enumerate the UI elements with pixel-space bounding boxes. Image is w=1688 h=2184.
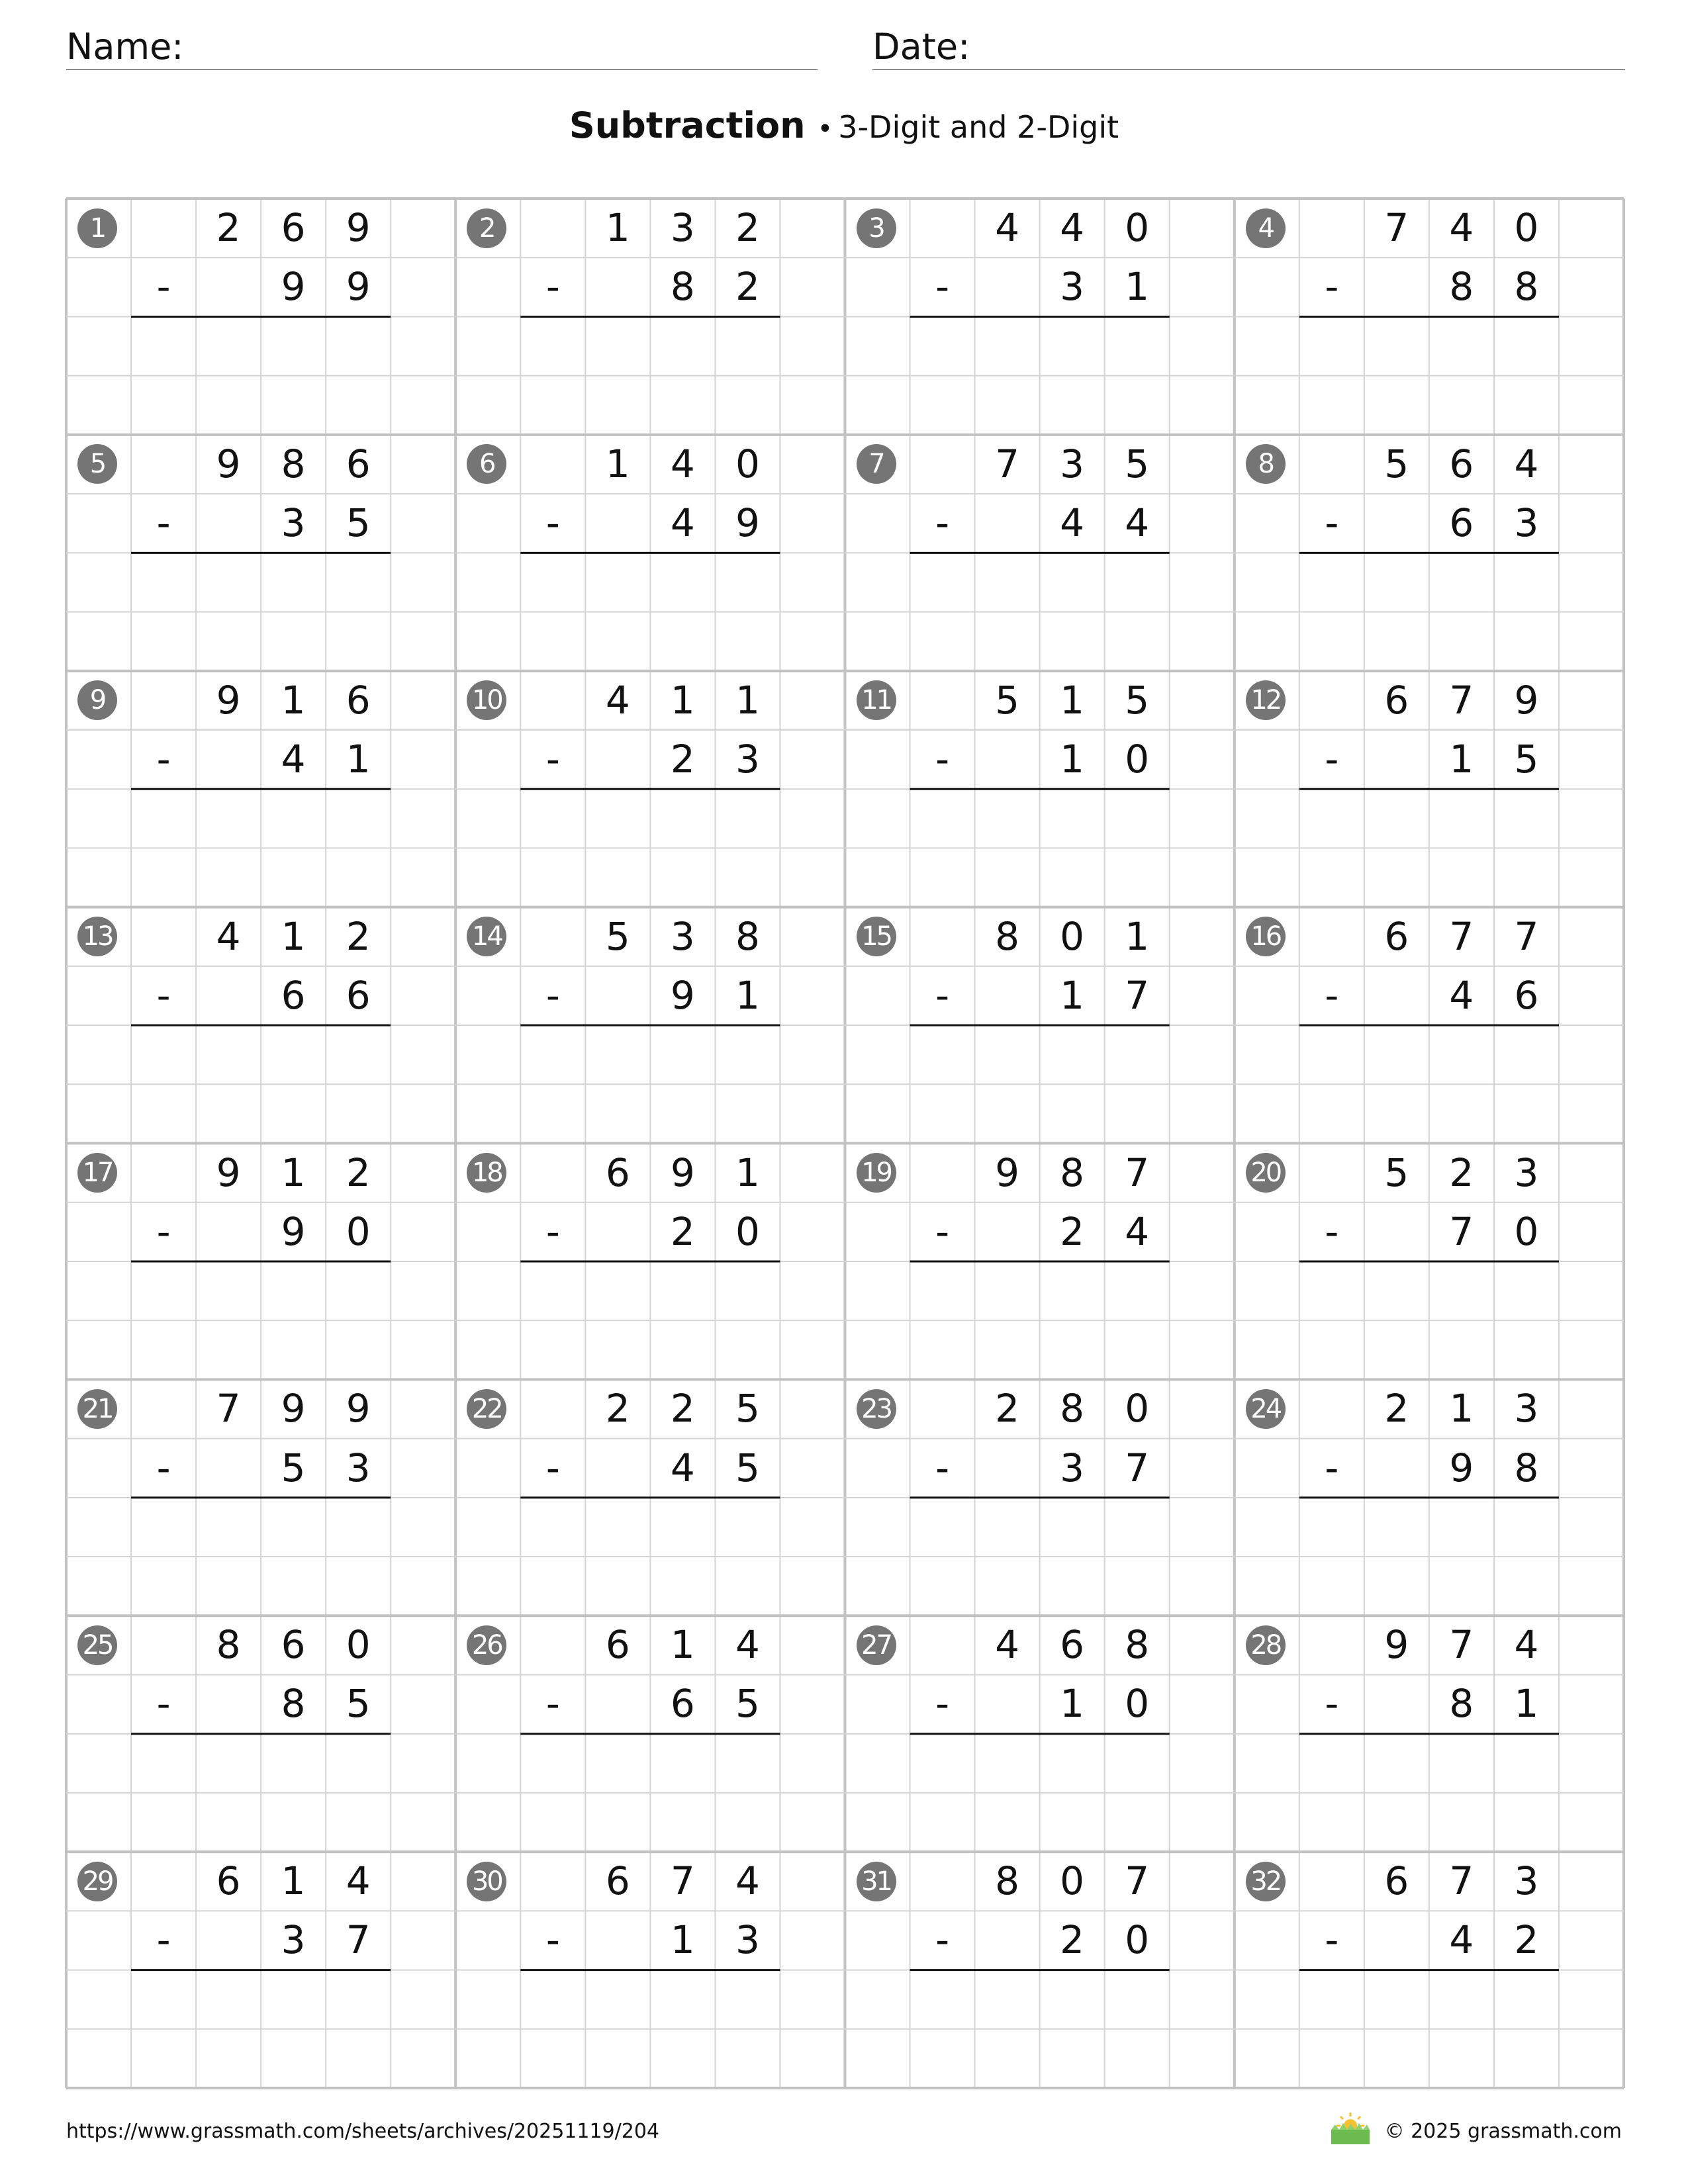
subtrahend-digit: 1: [1060, 972, 1085, 1018]
minuend-digit: 1: [281, 1858, 306, 1904]
minus-sign: -: [156, 1681, 171, 1727]
minus-sign: -: [545, 1681, 560, 1727]
minuend-digit: 7: [1384, 205, 1409, 250]
minuend-digit: 2: [216, 205, 241, 250]
subtrahend-digit: 0: [1514, 1208, 1539, 1254]
minuend-digit: 4: [1514, 441, 1539, 486]
minuend-digit: 7: [995, 441, 1020, 486]
subtrahend-digit: 3: [1514, 500, 1539, 546]
minuend-digit: 9: [281, 1386, 306, 1432]
problem-number-badge: 29: [77, 1862, 117, 1901]
minus-sign: -: [1325, 972, 1339, 1018]
problem-number-badge: 12: [1246, 680, 1286, 720]
problem-number-badge: 30: [467, 1862, 506, 1901]
subtrahend-digit: 1: [346, 736, 371, 782]
problem-number-badge: 21: [77, 1389, 117, 1429]
subtrahend-digit: 3: [735, 1917, 760, 1963]
minuend-digit: 7: [1449, 677, 1474, 723]
minuend-digit: 7: [1125, 1150, 1150, 1195]
minus-sign: -: [1325, 736, 1339, 782]
minus-sign: -: [156, 736, 171, 782]
subtrahend-digit: 4: [1449, 1917, 1474, 1963]
subtrahend-digit: 4: [281, 736, 306, 782]
subtrahend-digit: 0: [1125, 736, 1150, 782]
minuend-digit: 6: [605, 1858, 630, 1904]
minuend-digit: 0: [735, 441, 760, 486]
subtrahend-digit: 9: [281, 1208, 306, 1254]
subtrahend-digit: 3: [281, 1917, 306, 1963]
subtrahend-digit: 9: [1449, 1445, 1474, 1490]
subtrahend-digit: 3: [1060, 264, 1085, 310]
subtrahend-digit: 1: [670, 1917, 695, 1963]
problem-number-badge: 28: [1246, 1625, 1286, 1665]
minus-sign: -: [545, 1917, 560, 1963]
minuend-digit: 3: [670, 913, 695, 959]
minuend-digit: 5: [995, 677, 1020, 723]
subtrahend-digit: 5: [1514, 736, 1539, 782]
minuend-digit: 6: [605, 1150, 630, 1195]
subtrahend-digit: 7: [1449, 1208, 1474, 1254]
minus-sign: -: [935, 736, 949, 782]
minuend-digit: 5: [1125, 677, 1150, 723]
subtrahend-digit: 6: [670, 1681, 695, 1727]
minus-sign: -: [545, 972, 560, 1018]
minus-sign: -: [156, 1445, 171, 1490]
minuend-digit: 6: [281, 1622, 306, 1668]
problem-number-badge: 8: [1246, 444, 1286, 484]
minuend-digit: 0: [346, 1622, 371, 1668]
problem-number-badge: 19: [857, 1153, 896, 1193]
subtrahend-digit: 4: [1449, 972, 1474, 1018]
problem-number-badge: 7: [857, 444, 896, 484]
minuend-digit: 8: [1060, 1386, 1085, 1432]
subtrahend-digit: 2: [1060, 1917, 1085, 1963]
minus-sign: -: [1325, 500, 1339, 546]
minuend-digit: 4: [995, 1622, 1020, 1668]
minus-sign: -: [935, 972, 949, 1018]
minuend-digit: 2: [735, 205, 760, 250]
minuend-digit: 1: [735, 677, 760, 723]
grass-sun-logo-icon: [1327, 2111, 1374, 2146]
problem-number-badge: 20: [1246, 1153, 1286, 1193]
minus-sign: -: [935, 1917, 949, 1963]
minuend-digit: 1: [605, 205, 630, 250]
minus-sign: -: [156, 972, 171, 1018]
title-separator: •: [817, 114, 833, 144]
minuend-digit: 2: [605, 1386, 630, 1432]
minus-sign: -: [156, 1917, 171, 1963]
minuend-digit: 0: [1125, 1386, 1150, 1432]
minuend-digit: 6: [281, 205, 306, 250]
subtrahend-digit: 8: [1449, 1681, 1474, 1727]
minus-sign: -: [156, 1208, 171, 1254]
minuend-digit: 4: [346, 1858, 371, 1904]
minuend-digit: 6: [1384, 1858, 1409, 1904]
subtrahend-digit: 9: [281, 264, 306, 310]
minus-sign: -: [935, 1445, 949, 1490]
minus-sign: -: [1325, 264, 1339, 310]
subtrahend-digit: 5: [346, 500, 371, 546]
minuend-digit: 5: [605, 913, 630, 959]
subtrahend-digit: 1: [1514, 1681, 1539, 1727]
minuend-digit: 4: [735, 1858, 760, 1904]
footer-url: https://www.grassmath.com/sheets/archives/20251119/204: [66, 2120, 660, 2143]
subtrahend-digit: 7: [1125, 972, 1150, 1018]
subtrahend-digit: 6: [346, 972, 371, 1018]
minus-sign: -: [156, 264, 171, 310]
subtrahend-digit: 8: [1514, 1445, 1539, 1490]
minus-sign: -: [935, 264, 949, 310]
problem-number-badge: 26: [467, 1625, 506, 1665]
minus-sign: -: [935, 1681, 949, 1727]
subtrahend-digit: 0: [1125, 1681, 1150, 1727]
problem-number-badge: 6: [467, 444, 506, 484]
minuend-digit: 6: [346, 677, 371, 723]
minuend-digit: 9: [670, 1150, 695, 1195]
minuend-digit: 4: [1514, 1622, 1539, 1668]
minuend-digit: 8: [735, 913, 760, 959]
minuend-digit: 1: [670, 1622, 695, 1668]
problem-number-badge: 18: [467, 1153, 506, 1193]
problem-number-badge: 16: [1246, 917, 1286, 956]
minuend-digit: 0: [1060, 1858, 1085, 1904]
subtrahend-digit: 4: [1125, 1208, 1150, 1254]
minus-sign: -: [1325, 1445, 1339, 1490]
subtrahend-digit: 1: [1125, 264, 1150, 310]
subtrahend-digit: 2: [670, 736, 695, 782]
minus-sign: -: [545, 1208, 560, 1254]
problem-number-badge: 27: [857, 1625, 896, 1665]
minus-sign: -: [935, 500, 949, 546]
subtrahend-digit: 3: [281, 500, 306, 546]
minuend-digit: 3: [670, 205, 695, 250]
minus-sign: -: [1325, 1208, 1339, 1254]
problem-number-badge: 11: [857, 680, 896, 720]
subtrahend-digit: 7: [1125, 1445, 1150, 1490]
minuend-digit: 5: [735, 1386, 760, 1432]
subtrahend-digit: 2: [1514, 1917, 1539, 1963]
minuend-digit: 7: [216, 1386, 241, 1432]
minuend-digit: 3: [1514, 1150, 1539, 1195]
subtrahend-digit: 1: [735, 972, 760, 1018]
problem-number-badge: 23: [857, 1389, 896, 1429]
minuend-digit: 8: [281, 441, 306, 486]
subtrahend-digit: 5: [281, 1445, 306, 1490]
minuend-digit: 9: [995, 1150, 1020, 1195]
problem-number-badge: 13: [77, 917, 117, 956]
subtrahend-digit: 1: [1060, 736, 1085, 782]
minuend-digit: 1: [281, 913, 306, 959]
minuend-digit: 7: [1449, 1622, 1474, 1668]
subtrahend-digit: 4: [670, 1445, 695, 1490]
minuend-digit: 3: [1514, 1386, 1539, 1432]
minuend-digit: 5: [1384, 1150, 1409, 1195]
minuend-digit: 5: [1125, 441, 1150, 486]
minuend-digit: 7: [1514, 913, 1539, 959]
subtrahend-digit: 6: [1449, 500, 1474, 546]
minuend-digit: 4: [670, 441, 695, 486]
minuend-digit: 1: [670, 677, 695, 723]
minuend-digit: 4: [995, 205, 1020, 250]
name-label: Name:: [66, 26, 184, 68]
problem-number-badge: 10: [467, 680, 506, 720]
subtrahend-digit: 3: [346, 1445, 371, 1490]
minuend-digit: 7: [1449, 913, 1474, 959]
minuend-digit: 9: [216, 1150, 241, 1195]
minuend-digit: 0: [1125, 205, 1150, 250]
subtrahend-digit: 5: [346, 1681, 371, 1727]
minus-sign: -: [935, 1208, 949, 1254]
subtrahend-digit: 0: [735, 1208, 760, 1254]
minus-sign: -: [545, 1445, 560, 1490]
minuend-digit: 3: [1514, 1858, 1539, 1904]
subtrahend-digit: 5: [735, 1681, 760, 1727]
minus-sign: -: [1325, 1681, 1339, 1727]
minuend-digit: 8: [1060, 1150, 1085, 1195]
minuend-digit: 8: [995, 1858, 1020, 1904]
minuend-digit: 1: [281, 1150, 306, 1195]
minuend-digit: 6: [216, 1858, 241, 1904]
date-label: Date:: [872, 26, 970, 68]
problem-number-badge: 9: [77, 680, 117, 720]
subtrahend-digit: 4: [670, 500, 695, 546]
minuend-digit: 6: [605, 1622, 630, 1668]
minus-sign: -: [156, 500, 171, 546]
subtrahend-digit: 7: [346, 1917, 371, 1963]
minuend-digit: 6: [1384, 913, 1409, 959]
subtrahend-digit: 2: [670, 1208, 695, 1254]
minuend-digit: 3: [1060, 441, 1085, 486]
subtrahend-digit: 9: [346, 264, 371, 310]
subtrahend-digit: 2: [1060, 1208, 1085, 1254]
problem-number-badge: 2: [467, 208, 506, 248]
subtrahend-digit: 8: [281, 1681, 306, 1727]
problem-number-badge: 14: [467, 917, 506, 956]
minuend-digit: 4: [735, 1622, 760, 1668]
minuend-digit: 4: [1449, 205, 1474, 250]
minuend-digit: 9: [346, 205, 371, 250]
minuend-digit: 2: [670, 1386, 695, 1432]
problem-number-badge: 4: [1246, 208, 1286, 248]
title-subtitle: 3-Digit and 2-Digit: [838, 109, 1119, 145]
problem-number-badge: 1: [77, 208, 117, 248]
minus-sign: -: [545, 264, 560, 310]
minuend-digit: 2: [346, 1150, 371, 1195]
problem-number-badge: 3: [857, 208, 896, 248]
subtrahend-digit: 6: [1514, 972, 1539, 1018]
problem-number-badge: 31: [857, 1862, 896, 1901]
minuend-digit: 7: [1125, 1858, 1150, 1904]
minuend-digit: 9: [216, 441, 241, 486]
minuend-digit: 2: [1449, 1150, 1474, 1195]
subtrahend-digit: 3: [1060, 1445, 1085, 1490]
subtrahend-digit: 0: [346, 1208, 371, 1254]
minus-sign: -: [545, 736, 560, 782]
minuend-digit: 1: [605, 441, 630, 486]
minuend-digit: 6: [346, 441, 371, 486]
problem-number-badge: 15: [857, 917, 896, 956]
subtrahend-digit: 5: [735, 1445, 760, 1490]
minuend-digit: 5: [1384, 441, 1409, 486]
minuend-digit: 8: [1125, 1622, 1150, 1668]
minuend-digit: 9: [1514, 677, 1539, 723]
minuend-digit: 6: [1384, 677, 1409, 723]
subtrahend-digit: 8: [1514, 264, 1539, 310]
subtrahend-digit: 0: [1125, 1917, 1150, 1963]
problem-number-badge: 32: [1246, 1862, 1286, 1901]
footer-copyright: © 2025 grassmath.com: [1384, 2120, 1622, 2143]
subtrahend-digit: 4: [1060, 500, 1085, 546]
minuend-digit: 1: [1125, 913, 1150, 959]
minuend-digit: 0: [1060, 913, 1085, 959]
minuend-digit: 2: [1384, 1386, 1409, 1432]
subtrahend-digit: 1: [1060, 1681, 1085, 1727]
problem-number-badge: 24: [1246, 1389, 1286, 1429]
subtrahend-digit: 9: [735, 500, 760, 546]
minus-sign: -: [1325, 1917, 1339, 1963]
minuend-digit: 4: [605, 677, 630, 723]
minuend-digit: 9: [346, 1386, 371, 1432]
minuend-digit: 4: [1060, 205, 1085, 250]
minuend-digit: 1: [735, 1150, 760, 1195]
minuend-digit: 9: [1384, 1622, 1409, 1668]
minuend-digit: 8: [995, 913, 1020, 959]
subtrahend-digit: 8: [1449, 264, 1474, 310]
minuend-digit: 6: [1060, 1622, 1085, 1668]
problem-number-badge: 17: [77, 1153, 117, 1193]
subtrahend-digit: 1: [1449, 736, 1474, 782]
minuend-digit: 9: [216, 677, 241, 723]
minuend-digit: 0: [1514, 205, 1539, 250]
subtrahend-digit: 9: [670, 972, 695, 1018]
minuend-digit: 4: [216, 913, 241, 959]
problem-number-badge: 25: [77, 1625, 117, 1665]
subtrahend-digit: 6: [281, 972, 306, 1018]
minuend-digit: 1: [281, 677, 306, 723]
minuend-digit: 7: [670, 1858, 695, 1904]
minuend-digit: 7: [1449, 1858, 1474, 1904]
minuend-digit: 2: [346, 913, 371, 959]
minuend-digit: 8: [216, 1622, 241, 1668]
subtrahend-digit: 4: [1125, 500, 1150, 546]
minuend-digit: 1: [1449, 1386, 1474, 1432]
problem-number-badge: 22: [467, 1389, 506, 1429]
minuend-digit: 2: [995, 1386, 1020, 1432]
subtrahend-digit: 3: [735, 736, 760, 782]
minuend-digit: 1: [1060, 677, 1085, 723]
subtrahend-digit: 2: [735, 264, 760, 310]
subtrahend-digit: 8: [670, 264, 695, 310]
minus-sign: -: [545, 500, 560, 546]
minuend-digit: 6: [1449, 441, 1474, 486]
title-main: Subtraction: [569, 105, 806, 146]
problem-number-badge: 5: [77, 444, 117, 484]
